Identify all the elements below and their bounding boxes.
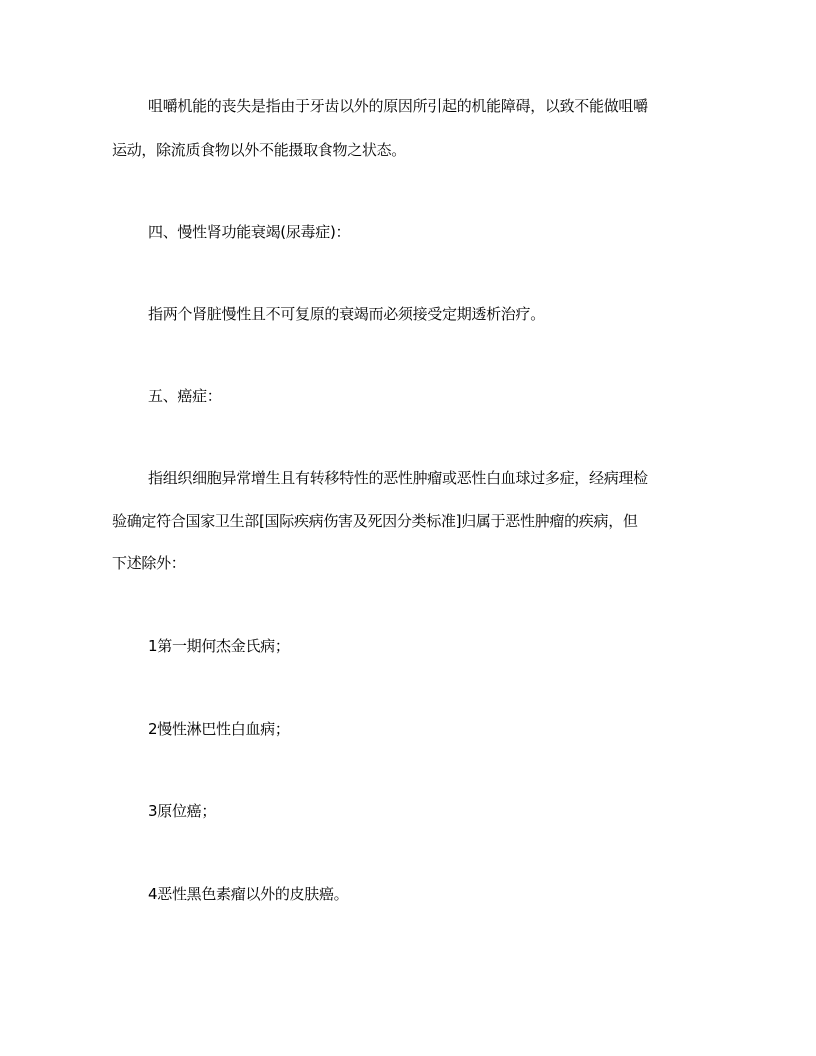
list-item: 2慢性淋巴性白血病； [148, 720, 290, 738]
section-heading: 五、癌症： [148, 387, 222, 405]
paragraph-line: 指组织细胞异常增生且有转移特性的恶性肿瘤或恶性白血球过多症，经病理检 [148, 469, 648, 487]
section-heading: 四、慢性肾功能衰竭(尿毒症)： [148, 223, 351, 241]
paragraph-line: 下述除外： [112, 554, 186, 572]
paragraph-line: 咀嚼机能的丧失是指由于牙齿以外的原因所引起的机能障碍，以致不能做咀嚼 [148, 97, 648, 115]
list-item: 1第一期何杰金氏病； [148, 637, 290, 655]
list-item: 4恶性黑色素瘤以外的皮肤癌。 [148, 885, 349, 903]
list-item: 3原位癌； [148, 802, 217, 820]
paragraph-line: 运动，除流质食物以外不能摄取食物之状态。 [112, 141, 407, 159]
paragraph-line: 指两个肾脏慢性且不可复原的衰竭而必须接受定期透析治疗。 [148, 305, 545, 323]
paragraph-line: 验确定符合国家卫生部[国际疾病伤害及死因分类标准]归属于恶性肿瘤的疾病，但 [112, 512, 638, 530]
